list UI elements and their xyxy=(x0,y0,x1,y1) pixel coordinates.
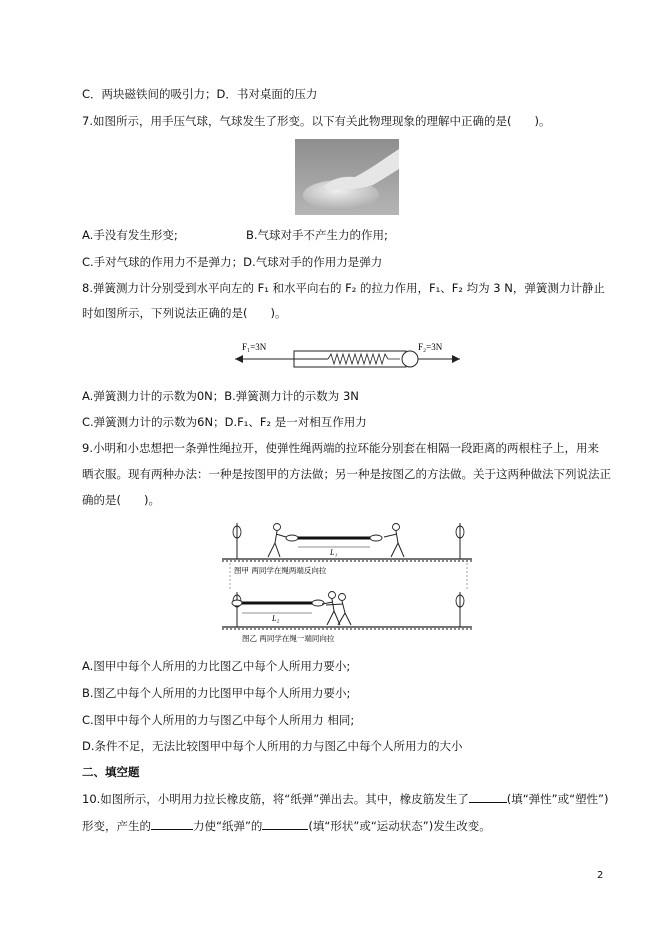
q10-text-1a: 10.如图所示，小明用力拉长橡皮筋，将“纸弹”弹出去。其中，橡皮筋发生了 xyxy=(82,792,469,806)
question-10-line-1 xyxy=(82,791,609,807)
person-a-bottom xyxy=(329,592,336,599)
bottom-caption: 图乙 两同学在绳一端同向拉 xyxy=(242,634,335,643)
blank-3 xyxy=(262,829,308,830)
q8-options-cd: C.弹簧测力计的示数为6N；D.F₁、F₂ 是一对相互作用力 xyxy=(82,415,367,429)
q7-option-b: B.气球对手不产生力的作用; xyxy=(246,228,388,242)
q10-text-2b: 力使“纸弹”的 xyxy=(193,819,263,833)
f1-label: F₁=3N xyxy=(242,342,267,352)
person-right-top xyxy=(393,524,400,531)
q9-option-d: D.条件不足，无法比较图甲中每个人所用的力与图乙中每个人所用力的大小 xyxy=(82,739,463,753)
blank-2 xyxy=(151,829,193,830)
question-7-stem: 7.如图所示，用手压气球，气球发生了形变。以下有关此物理现象的理解中正确的是( )。 xyxy=(82,114,551,128)
question-9-stem-2: 晒衣服。现有两种办法：一种是按图甲的方法做；另一种是按图乙的方法做。关于这两种做法下列说法正 xyxy=(82,467,611,481)
balloon-hand-image xyxy=(295,139,399,215)
q9-option-a: A.图甲中每个人所用的力比图乙中每个人所用力要小; xyxy=(82,659,351,673)
l1-label: L₁ xyxy=(330,548,338,557)
section-heading-fill-in: 二、填空题 xyxy=(82,765,140,779)
question-9-stem-3: 确的是( )。 xyxy=(82,493,160,507)
right-arrow-icon xyxy=(452,355,460,363)
question-9-stem-1: 9.小明和小忠想把一条弹性绳拉开，使弹性绳两端的拉环能分别套在相隔一段距离的两根柱子上，用来 xyxy=(82,441,599,455)
f2-label: F₂=3N xyxy=(418,342,443,352)
question-8-stem-1: 8.弹簧测力计分别受到水平向左的 F₁ 和水平向右的 F₂ 的拉力作用，F₁、F₂ 均为 3 N，弹簧测力计静止 xyxy=(82,281,605,295)
question-8-stem-2: 时如图所示，下列说法正确的是( )。 xyxy=(82,306,287,320)
person-left-top xyxy=(274,524,281,531)
spring-scale-figure xyxy=(230,335,464,377)
line-q6-options-cd: C．两块磁铁间的吸引力；D．书对桌面的压力 xyxy=(82,87,318,101)
q7-options-cd: C.手对气球的作用力不是弹力；D.气球对手的作用力是弹力 xyxy=(82,255,383,269)
question-10-line-2 xyxy=(82,818,491,834)
page-number: 2 xyxy=(597,870,604,881)
q10-text-2c: (填“形状”或“运动状态”)发生改变。 xyxy=(308,819,491,833)
hook-ring xyxy=(402,351,418,367)
q10-text-1b: (填“弹性”或“塑性”) xyxy=(506,792,609,806)
top-caption: 图甲 两同学在绳两端反向拉 xyxy=(234,566,327,575)
balloon-photo xyxy=(295,139,399,215)
rope-pulling-svg xyxy=(222,519,472,645)
blank-1 xyxy=(469,802,507,803)
q8-options-ab: A.弹簧测力计的示数为0N；B.弹簧测力计的示数为 3N xyxy=(82,389,359,403)
l2-label: L₂ xyxy=(272,614,280,623)
q9-option-b: B.图乙中每个人所用的力比图甲中每个人所用力要小; xyxy=(82,686,351,700)
rope-pulling-figure xyxy=(222,519,472,645)
q10-text-2a: 形变，产生的 xyxy=(82,819,151,833)
spring-scale-svg xyxy=(230,335,464,377)
person-b-bottom xyxy=(339,594,346,601)
q9-option-c: C.图甲中每个人所用的力与图乙中每个人所用力 相同; xyxy=(82,713,355,727)
left-arrow-icon xyxy=(235,355,243,363)
q7-option-a: A.手没有发生形变; xyxy=(82,228,178,242)
